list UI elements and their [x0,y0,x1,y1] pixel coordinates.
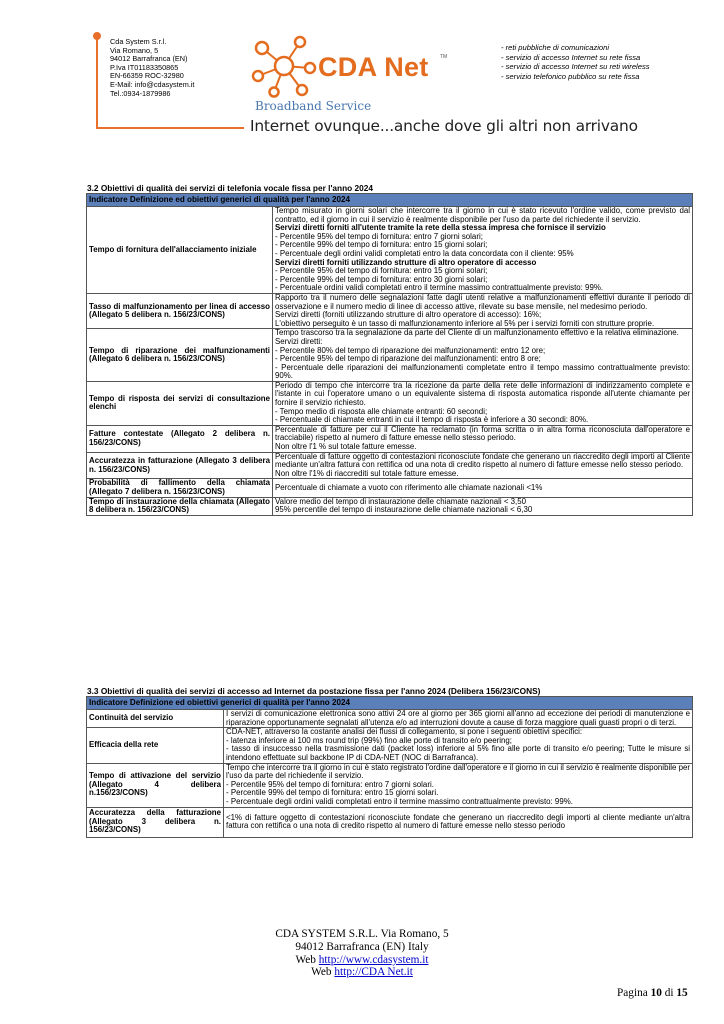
service-item: - reti pubbliche di comunicazioni [501,43,610,52]
indicator-definition [224,763,693,807]
company-line: Cda System S.r.l. [110,37,167,46]
definition-line: Non oltre l'1 % sul totale fatture emesse. [275,442,417,452]
table-row [87,763,693,807]
table-row [87,452,693,479]
definition-line: Tempo trascorso tra la segnalazione da parte del Cliente di un malfunzionamento effettivo e la relativa eliminazione. [275,328,679,338]
brand-subtitle: Broadband Service [255,99,372,113]
indicator-label: Continuità del servizio [87,710,224,728]
section-title-3-3: 3.3 Obiettivi di qualità dei servizi di accesso ad Internet da postazione fissa per l'anno 2024 (Delibera 156/23/CONS) [87,686,541,696]
table-header: Indicatore Definizione ed obiettivi generici di qualità per l'anno 2024 [87,194,693,207]
indicator-definition [224,710,693,728]
indicator-label: Accuratezza della fatturazione (Allegato 3 delibera n. 156/23/CONS) [87,807,224,837]
indicator-definition [273,329,693,382]
table-row [87,207,693,294]
company-line: Via Romano, 5 [110,45,159,55]
company-line: EN-66359 ROC-32980 [110,71,184,81]
table-row [87,329,693,382]
indicator-definition [224,728,693,763]
letterhead-rail [96,38,98,129]
indicator-label: Efficacia della rete [87,728,224,763]
footer-web-prefix: Web [311,966,335,979]
indicator-label: Tempo di riparazione dei malfunzionamenti (Allegato 6 delibera n. 156/23/CONS) [87,329,273,382]
table-row [87,479,693,497]
definition-line: Percentuale di fatture per cui il Cliente ha reclamato (in forma scritta o in altra forma riconosciuta dall'operatore e tracciabile) rispetto al numero di fatture emesse nello stesso periodo. [275,424,691,443]
indicator-label: Tasso di malfunzionamento per linea di accesso (Allegato 5 delibera n. 156/23/CONS) [87,293,273,328]
quality-table-internet [86,696,693,838]
definition-line: Percentuale di chiamate a vuoto con riferimento alle chiamate nazionali <1% [275,482,543,492]
indicator-label: Probabilità di fallimento della chiamata (Allegato 7 delibera n. 156/23/CONS) [87,479,273,497]
indicator-definition [273,497,693,515]
company-line: P.Iva IT01183350865 [110,62,179,72]
table-row [87,425,693,452]
definition-line: Percentuale di fatture oggetto di contestazioni riconosciute fondate che generano un riaccredito degli importi al Cliente mediante un'altra fattura con rettifica od una nota di credito rispetto al numero di fatture emesse nello stesso periodo. [275,451,691,470]
definition-line: CDA-NET, attraverso la costante analisi dei flussi di collegamento, si pone i seguenti obiettivi specifici: [226,727,583,737]
indicator-label: Tempo di risposta dei servizi di consultazione elenchi [87,381,273,425]
definition-line: - Percentile 95% del tempo di fornitura: entro 15 giorni solari; [275,266,488,276]
definition-line: Rapporto tra il numero delle segnalazioni fatte dagli utenti relative a malfunzionamenti effettivi durante il periodo di osservazione e il numero medio di linee di accesso attive, rilevate su base mensile, nel medesimo periodo. [275,292,691,311]
indicator-label: Tempo di attivazione del servizio (Allegato 4 delibera n.156/23/CONS) [87,763,224,807]
brand-name: CDA Net [318,52,429,82]
table-row [87,497,693,515]
page-total: 15 [676,987,688,999]
definition-line: L'obiettivo perseguito è un tasso di malfunzionamento inferiore al 5% per i servizi forniti con strutture proprie. [275,318,655,328]
definition-line: - Percentile 99% del tempo di fornitura: entro 30 giorni solari; [275,274,488,284]
letterhead-rail-bottom [96,127,244,129]
company-line: Tel.:0934-1879986 [110,88,171,98]
definition-line: Non oltre l'1% di riaccrediti sul totale fatture emesse. [275,468,459,478]
indicator-definition [273,479,693,497]
definition-line: - Percentuale delle riparazioni dei malfunzionamenti completate entro il tempo massimo contrattualmente previsto: 90%. [275,362,691,381]
table-row [87,293,693,328]
indicator-label: Tempo di instaurazione della chiamata (Allegato 8 delibera n. 156/23/CONS) [87,497,273,515]
definition-line: - tasso di insuccesso nella trasmissione dati (packet loss) inferiore al 5% fino alle porte di transito e/o peering; Tutte le misure si intendono effettuate sul backbone IP di CDA-NET (NOC di Barrafranca). [226,744,691,762]
table-header-row [87,194,693,207]
definition-line: Servizi diretti: [275,336,323,346]
page-current: 10 [650,987,662,999]
definition-line: - Percentile 95% del tempo di riparazione dei malfunzionamenti: entro 8 ore; [275,354,541,364]
definition-line: Servizi diretti (forniti utilizzando strutture di altro operatore di accesso): 16%; [275,310,542,320]
indicator-definition [273,381,693,425]
services-list [501,43,650,81]
definition-line: I servizi di comunicazione elettronica sono attivi 24 ore al giorno per 365 giorni all'anno ad eccezione dei periodi di manutenzione e riparazione opportunamente segnalati all'utenza e/o ad interruzioni dovute a cause di forza maggiore quali guasti propri o di terzi. [226,709,691,727]
table-row [87,381,693,425]
page-number [617,987,688,999]
table-header-row [87,697,693,710]
definition-text: Tempo misurato in giorni solari che intercorre tra il giorno in cui è stato ricevuto l'ordine valido, come previsto dal contratto, ed il giorno in cui il servizio è realmente disponibile per l'uso da parte del richiedente il servizio. [275,206,691,224]
service-item: - servizio di accesso Internet su rete fissa [501,52,641,62]
company-line: 94012 Barrafranca (EN) [110,54,188,64]
definition-line: 95% percentile del tempo di instaurazione delle chiamate nazionali < 6,30 [275,505,533,515]
quality-table-voice [86,193,693,516]
table-header: Indicatore Definizione ed obiettivi generici di qualità per l'anno 2024 [87,697,693,710]
definition-line: - Percentuale di chiamate entranti in cui il tempo di risposta è inferiore a 30 secondi: 80%. [275,415,589,425]
footer-company: CDA SYSTEM S.R.L. Via Romano, 5 [275,928,449,940]
indicator-definition [224,807,693,837]
footer-web-line-1 [0,954,724,967]
definition-line: <1% di fatture oggetto di contestazioni riconosciute fondate che generano un riaccredito degli importi al cliente mediante un'altra fattura con rettifica o una nota di credito rispetto al numero di fatture emesse nello stesso periodo [226,812,691,831]
indicator-definition [273,452,693,479]
service-item: - servizio telefonico pubblico su rete fissa [501,71,640,81]
footer [0,928,724,979]
definition-line: - latenza inferiore ai 100 ms round trip (99%) fino alle porte di transito e/o peering; [226,735,512,745]
definition-line: - Percentile 99% del tempo di fornitura: entro 15 giorni solari; [275,240,488,250]
company-info [110,38,194,98]
definition-line: - Percentile 95% del tempo di fornitura: entro 7 giorni solari. [226,779,434,789]
definition-line: - Percentuale degli ordini validi completati entro il termine massimo contrattualmente previsto: 99%. [226,796,573,806]
footer-web-line-2 [0,966,724,979]
trademark: TM [440,54,448,60]
definition-line: Periodo di tempo che intercorre tra la ricezione da parte della rete delle informazioni di indirizzamento complete e l'istante in cui l'operatore umano o un equivalente sistema di risposta automatica risponde all'utente chiamante per fornire il servizio richiesto. [275,380,691,408]
table-row [87,728,693,763]
definition-subheading: Servizi diretti forniti all'utente tramite la rete della stessa impresa che fornisce il servizio [275,223,606,233]
definition-line: - Percentuale degli ordini validi completati entro la data concordata con il cliente: 95% [275,248,574,258]
indicator-definition [273,293,693,328]
page-of: di [661,987,677,999]
table-row [87,710,693,728]
indicator-definition [273,207,693,294]
definition-line: - Percentile 80% del tempo di riparazione dei malfunzionamenti: entro 12 ore; [275,345,546,355]
section-title-3-2: 3.2 Obiettivi di qualità dei servizi di telefonia vocale fissa per l'anno 2024 [87,183,374,193]
footer-link-cdanet[interactable]: http://CDA Net.it [334,966,413,979]
service-item: - servizio di accesso Internet su reti wireless [501,62,650,72]
footer-web-prefix: Web [295,953,319,966]
indicator-label: Tempo di fornitura dell'allacciamento iniziale [87,207,273,294]
brand-tagline: Internet ovunque...anche dove gli altri non arrivano [250,117,638,135]
page-label: Pagina [617,987,651,999]
definition-line: Tempo che intercorre tra il giorno in cui è stato registrato l'ordine dall'operatore e il giorno in cui il servizio è realmente disponibile per l'uso da parte del richiedente il servizio. [226,762,691,781]
table-row [87,807,693,837]
indicator-label: Fatture contestate (Allegato 2 delibera n. 156/23/CONS) [87,425,273,452]
footer-address: 94012 Barrafranca (EN) Italy [295,940,429,953]
indicator-label: Accuratezza in fatturazione (Allegato 3 delibera n. 156/23/CONS) [87,452,273,479]
network-logo-icon [248,34,320,98]
definition-line: - Percentile 99% del tempo di fornitura: entro 15 giorni solari. [226,788,439,798]
indicator-definition [273,425,693,452]
definition-line: - Percentuale ordini validi completati entro il termine massimo contrattualmente previsto: 99%. [275,283,604,293]
definition-line: - Tempo medio di risposta alle chiamate entranti: 60 secondi; [275,406,488,416]
definition-line: Valore medio del tempo di instaurazione delle chiamate nazionali < 3,50 [275,496,526,506]
definition-line: - Percentile 95% del tempo di fornitura: entro 7 giorni solari; [275,231,483,241]
footer-link-cdasystem[interactable]: http://www.cdasystem.it [318,953,429,966]
company-line: E-Mail: info@cdasystem.it [110,79,195,89]
definition-subheading: Servizi diretti forniti utilizzando strutture di altro operatore di accesso [275,257,537,267]
